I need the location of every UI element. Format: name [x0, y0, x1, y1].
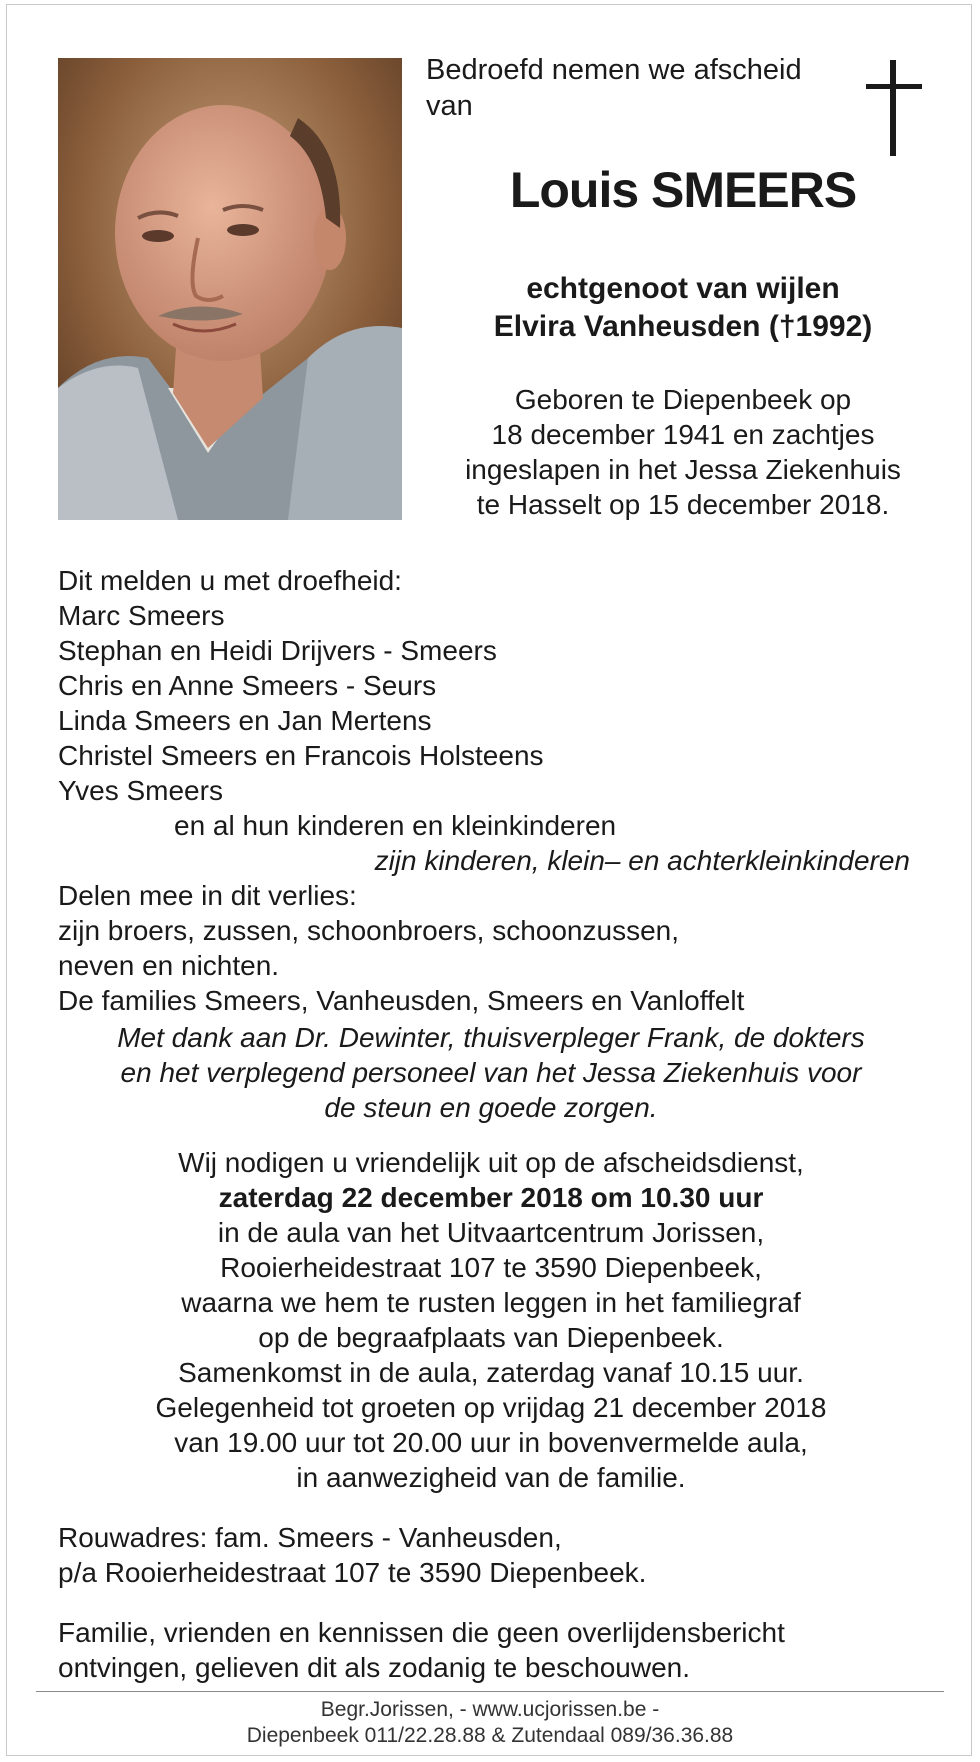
mourner-name: Stephan en Heidi Drijvers - Smeers — [58, 635, 497, 666]
mourner-name: Chris en Anne Smeers - Seurs — [58, 670, 437, 701]
mourner-name: Marc Smeers — [58, 600, 225, 631]
mourners-list — [58, 563, 910, 1018]
notice-line: ontvingen, gelieven dit als zodanig te beschouwen. — [58, 1652, 690, 1683]
footer-line: Diepenbeek 011/22.28.88 & Zutendaal 089/36.36.88 — [246, 1724, 734, 1747]
share-heading: Delen mee in dit verlies: — [58, 880, 357, 911]
footer-line: Begr.Jorissen, - www.ucjorissen.be - — [320, 1698, 660, 1721]
thanks-text — [58, 1020, 924, 1125]
cross-icon — [866, 60, 922, 160]
address-line: Rouwadres: fam. Smeers - Vanheusden, — [58, 1522, 562, 1553]
share-line: De families Smeers, Vanheusden, Smeers en Vanloffelt — [58, 985, 745, 1016]
spouse-line: echtgenoot van wijlen — [526, 272, 840, 305]
mourning-address — [58, 1520, 646, 1590]
share-line: zijn broers, zussen, schoonbroers, schoonzussen, — [58, 915, 679, 946]
born-line: ingeslapen in het Jessa Ziekenhuis — [465, 454, 901, 485]
portrait-photo — [58, 58, 402, 520]
service-line: Rooierheidestraat 107 te 3590 Diepenbeek, — [220, 1252, 762, 1283]
notice-line: Familie, vrienden en kennissen die geen overlijdensbericht — [58, 1617, 785, 1648]
thanks-line: de steun en goede zorgen. — [324, 1092, 658, 1123]
born-line: te Hasselt op 15 december 2018. — [476, 489, 890, 520]
spouse-line: Elvira Vanheusden (†1992) — [493, 310, 873, 343]
mourner-name: Christel Smeers en Francois Holsteens — [58, 740, 544, 771]
address-line: p/a Rooierheidestraat 107 te 3590 Diepenbeek. — [58, 1557, 647, 1588]
intro-line: van — [426, 90, 473, 122]
service-line: waarna we hem te rusten leggen in het familiegraf — [181, 1287, 801, 1318]
born-line: 18 december 1941 en zachtjes — [491, 419, 875, 450]
deceased-name: Louis SMEERS — [509, 162, 857, 218]
thanks-line: en het verplegend personeel van het Jessa Ziekenhuis voor — [120, 1057, 862, 1088]
mourners-heading: Dit melden u met droefheid: — [58, 565, 402, 596]
footer — [36, 1697, 944, 1749]
service-line: Samenkomst in de aula, zaterdag vanaf 10.15 uur. — [178, 1357, 804, 1388]
share-line: neven en nichten. — [58, 950, 280, 981]
service-date: zaterdag 22 december 2018 om 10.30 uur — [218, 1182, 764, 1213]
service-line: Gelegenheid tot groeten op vrijdag 21 december 2018 — [155, 1392, 827, 1423]
notice-text — [58, 1615, 785, 1685]
service-line: in de aula van het Uitvaartcentrum Jorissen, — [217, 1217, 765, 1248]
service-info — [58, 1145, 924, 1495]
footer-divider — [36, 1691, 944, 1692]
mourner-name: Yves Smeers — [58, 775, 223, 806]
thanks-line: Met dank aan Dr. Dewinter, thuisverpleger Frank, de dokters — [117, 1022, 865, 1053]
service-line: van 19.00 uur tot 20.00 uur in bovenvermelde aula, — [174, 1427, 808, 1458]
intro-text — [426, 52, 802, 124]
grandchildren-line: en al hun kinderen en kleinkinderen — [174, 810, 617, 841]
mourner-name: Linda Smeers en Jan Mertens — [58, 705, 432, 736]
portrait-illustration — [58, 58, 402, 520]
service-line: op de begraafplaats van Diepenbeek. — [258, 1322, 724, 1353]
born-line: Geboren te Diepenbeek op — [514, 384, 852, 415]
service-line: Wij nodigen u vriendelijk uit op de afscheidsdienst, — [178, 1147, 804, 1178]
birth-death-info — [426, 382, 940, 522]
spouse-info — [426, 270, 940, 346]
service-line: in aanwezigheid van de familie. — [296, 1462, 686, 1493]
intro-line: Bedroefd nemen we afscheid — [426, 54, 802, 86]
grandchildren-italic-line: zijn kinderen, klein– en achterkleinkinderen — [374, 845, 910, 876]
